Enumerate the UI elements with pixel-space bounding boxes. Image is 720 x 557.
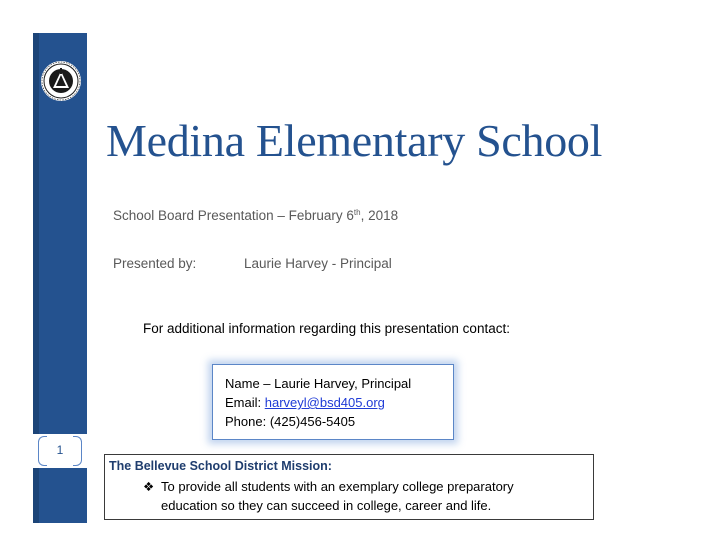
- contact-phone: Phone: (425)456-5405: [225, 414, 356, 429]
- email-label: Email:: [225, 395, 265, 410]
- mission-line-2: education so they can succeed in college, career and life.: [161, 498, 492, 513]
- presentation-date: [113, 208, 398, 223]
- mission-line-1: To provide all students with an exemplary college preparatory: [161, 479, 514, 494]
- slide-title: Medina Elementary School: [106, 115, 603, 166]
- contact-name: Name – Laurie Harvey, Principal: [225, 376, 412, 391]
- contact-intro: For additional information regarding this presentation contact:: [143, 321, 510, 336]
- email-link[interactable]: harveyl@bsd405.org: [264, 395, 385, 410]
- mission-box: [104, 454, 594, 520]
- contact-box: [212, 364, 454, 440]
- subtitle-year: , 2018: [360, 208, 399, 223]
- mission-title: The Bellevue School District Mission:: [109, 459, 332, 473]
- district-seal-icon: [40, 60, 82, 102]
- slide-number: 1: [56, 443, 64, 457]
- slide-number-badge: [33, 434, 87, 468]
- presenter-name: Laurie Harvey - Principal: [244, 256, 392, 271]
- subtitle-ordinal: th: [353, 208, 361, 217]
- diamond-bullet-icon: ❖: [143, 480, 155, 494]
- presented-by-label: Presented by:: [113, 256, 197, 271]
- subtitle-text: School Board Presentation – February 6: [113, 208, 354, 223]
- contact-email-line: [225, 395, 385, 410]
